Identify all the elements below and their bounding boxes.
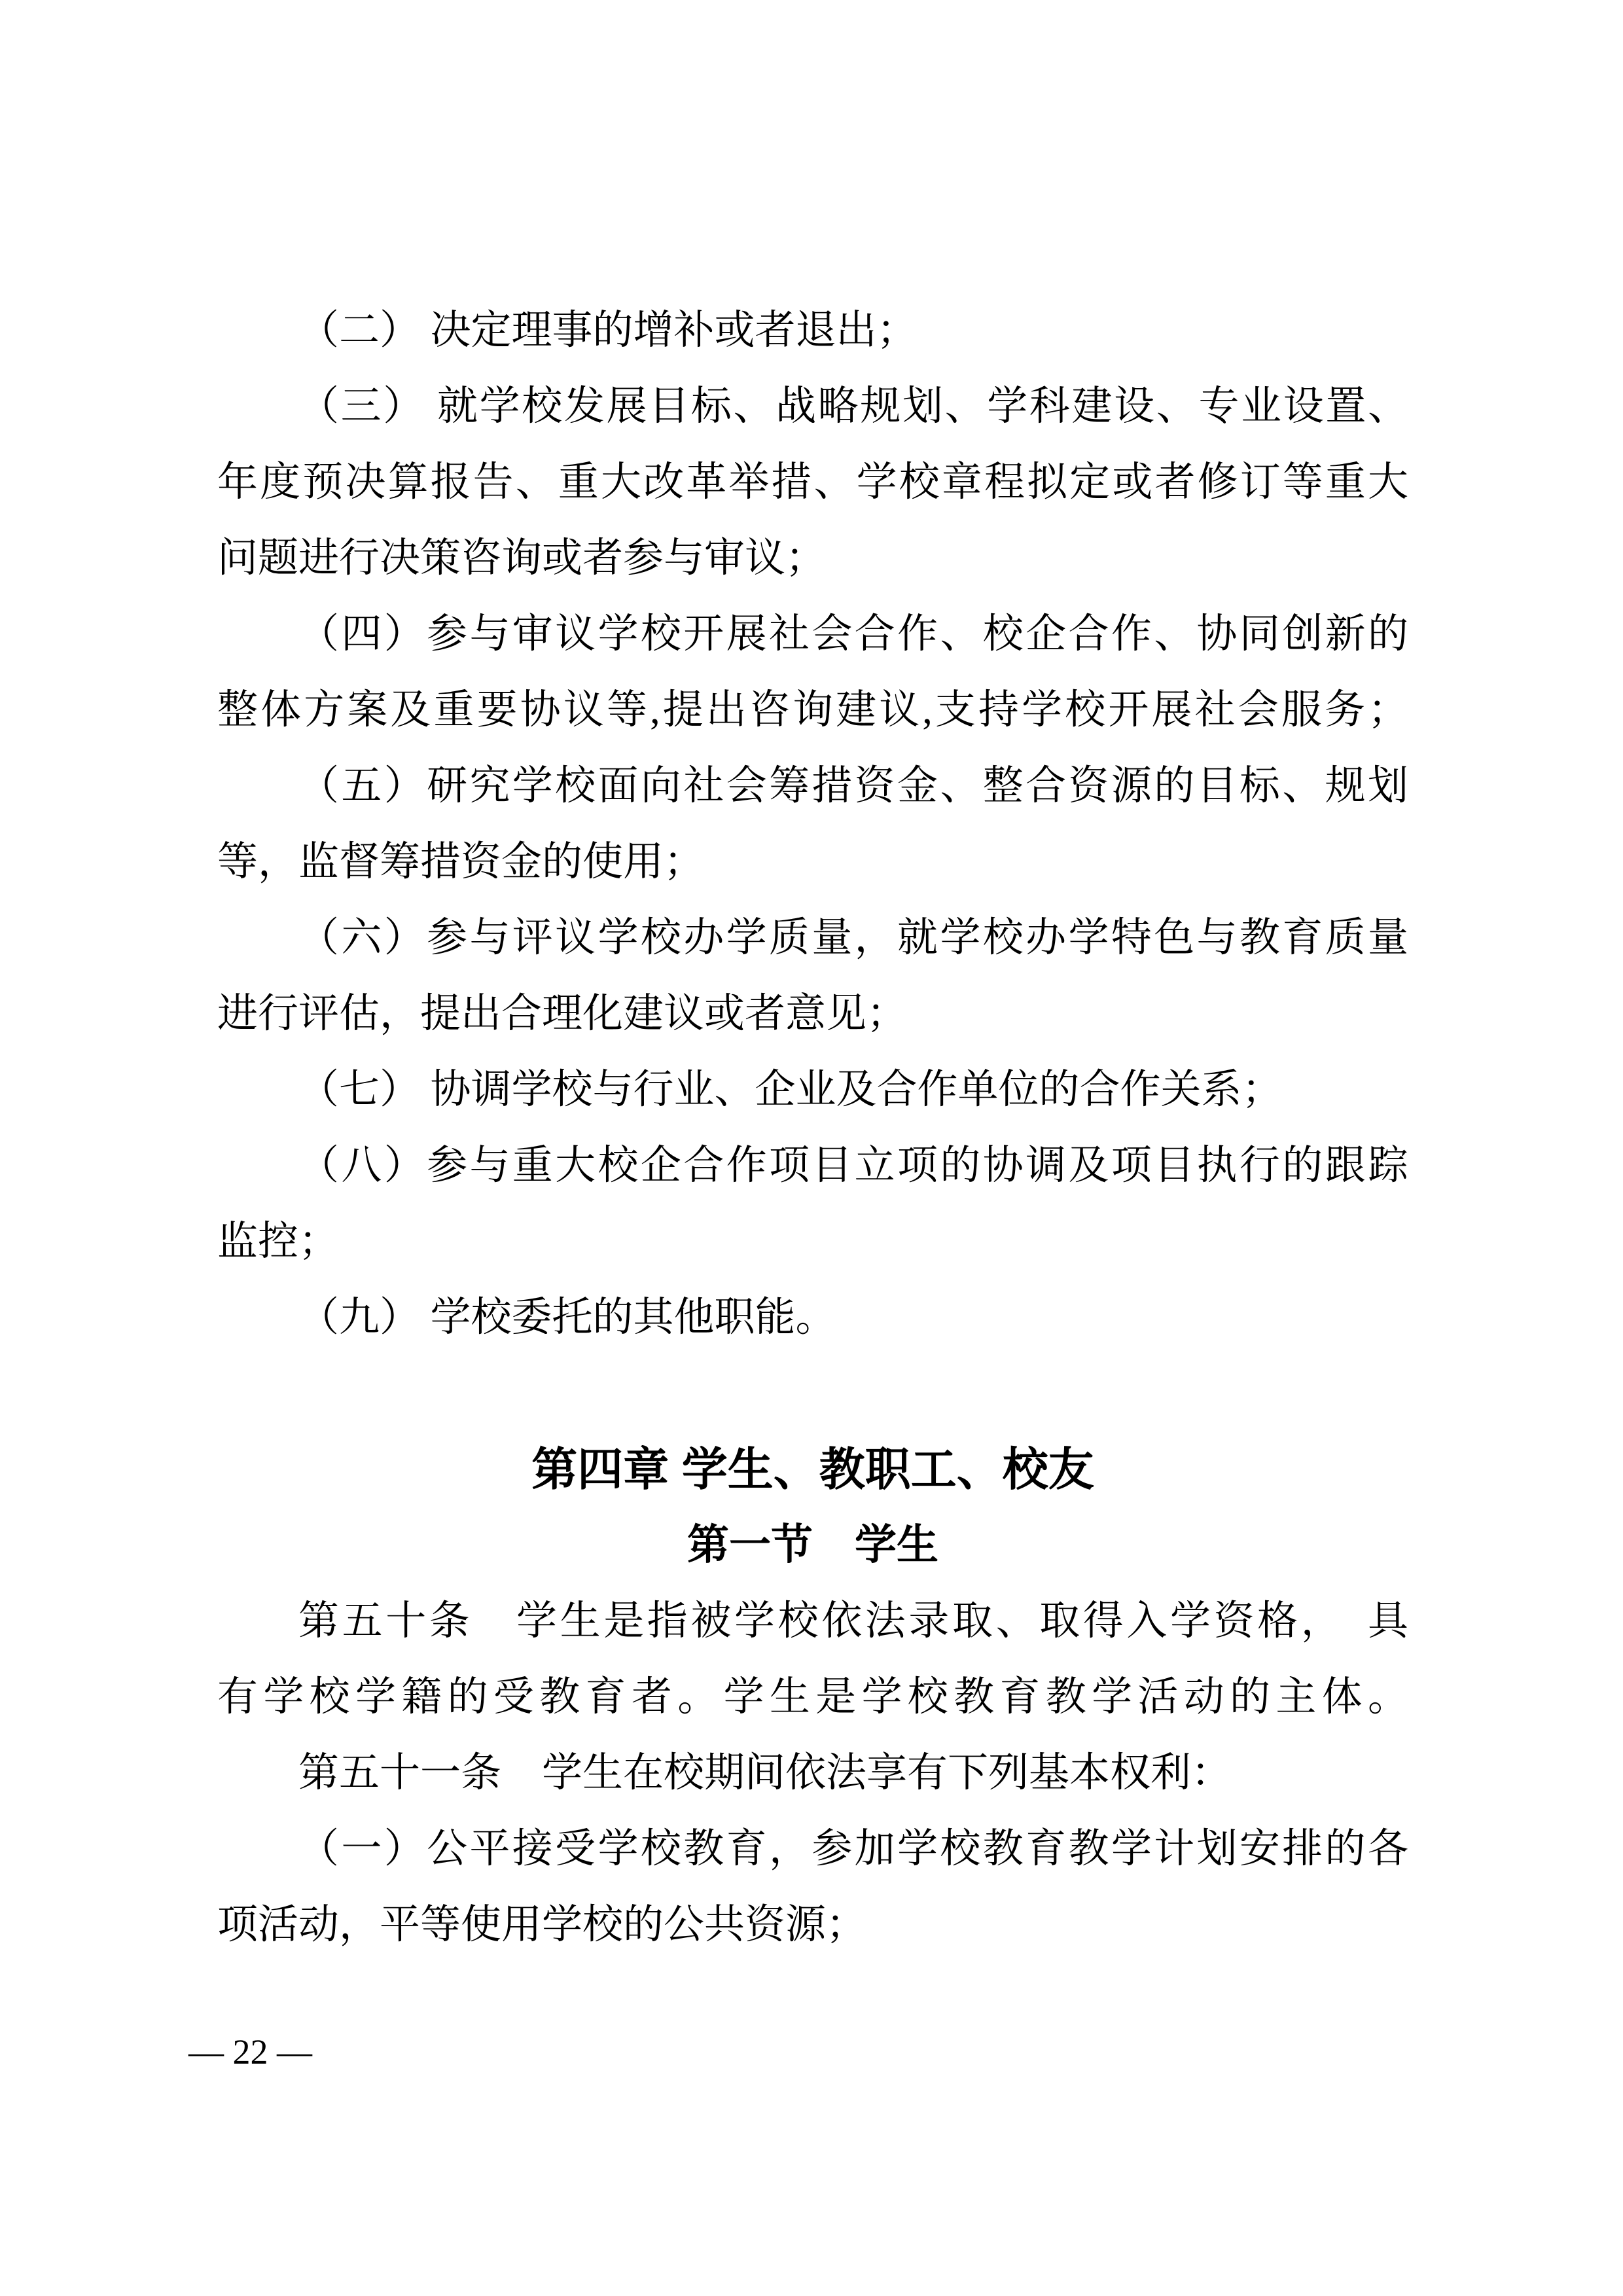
document-body	[217, 293, 1408, 1963]
text-line: 项活动，平等使用学校的公共资源；	[217, 1903, 867, 1947]
text-line: （一）公平接受学校教育，参加学校教育教学计划安排的各	[298, 1827, 1408, 1871]
text-line: （五）研究学校面向社会筹措资金、整合资源的目标、规划	[298, 764, 1408, 808]
text-line: 第五十条 学生是指被学校依法录取、取得入学资格， 具	[298, 1599, 1408, 1643]
text-line: 整体方案及重要协议等,提出咨询建议,支持学校开展社会服务；	[217, 688, 1408, 732]
text-line: 年度预决算报告、重大改革举措、学校章程拟定或者修订等重大	[217, 460, 1408, 505]
text-line: 有学校学籍的受教育者。学生是学校教育教学活动的主体。	[217, 1675, 1408, 1719]
text-line: 进行评估，提出合理化建议或者意见；	[217, 992, 908, 1036]
text-line: （七） 协调学校与行业、企业及合作单位的合作关系；	[298, 1067, 1283, 1112]
blank-line	[217, 1355, 1408, 1431]
text-line: （二） 决定理事的增补或者退出；	[298, 308, 918, 353]
text-line: 监控；	[217, 1219, 340, 1264]
chapter-heading: 第四章 学生、教职工、校友	[531, 1444, 1094, 1495]
text-line: 等，监督筹措资金的使用；	[217, 840, 705, 884]
section-heading: 第一节 学生	[687, 1522, 938, 1568]
text-line: （六）参与评议学校办学质量，就学校办学特色与教育质量	[298, 916, 1408, 960]
text-line: （四）参与审议学校开展社会合作、校企合作、协同创新的	[298, 612, 1408, 656]
page-number: — 22 —	[188, 2032, 312, 2072]
text-line: 问题进行决策咨询或者参与审议；	[217, 536, 827, 581]
text-line: （九） 学校委托的其他职能。	[298, 1295, 836, 1340]
text-line: （三） 就学校发展目标、战略规划、学科建设、专业设置、	[298, 384, 1408, 429]
text-line: （八）参与重大校企合作项目立项的协调及项目执行的跟踪	[298, 1143, 1408, 1188]
text-line: 第五十一条 学生在校期间依法享有下列基本权利：	[298, 1751, 1232, 1795]
